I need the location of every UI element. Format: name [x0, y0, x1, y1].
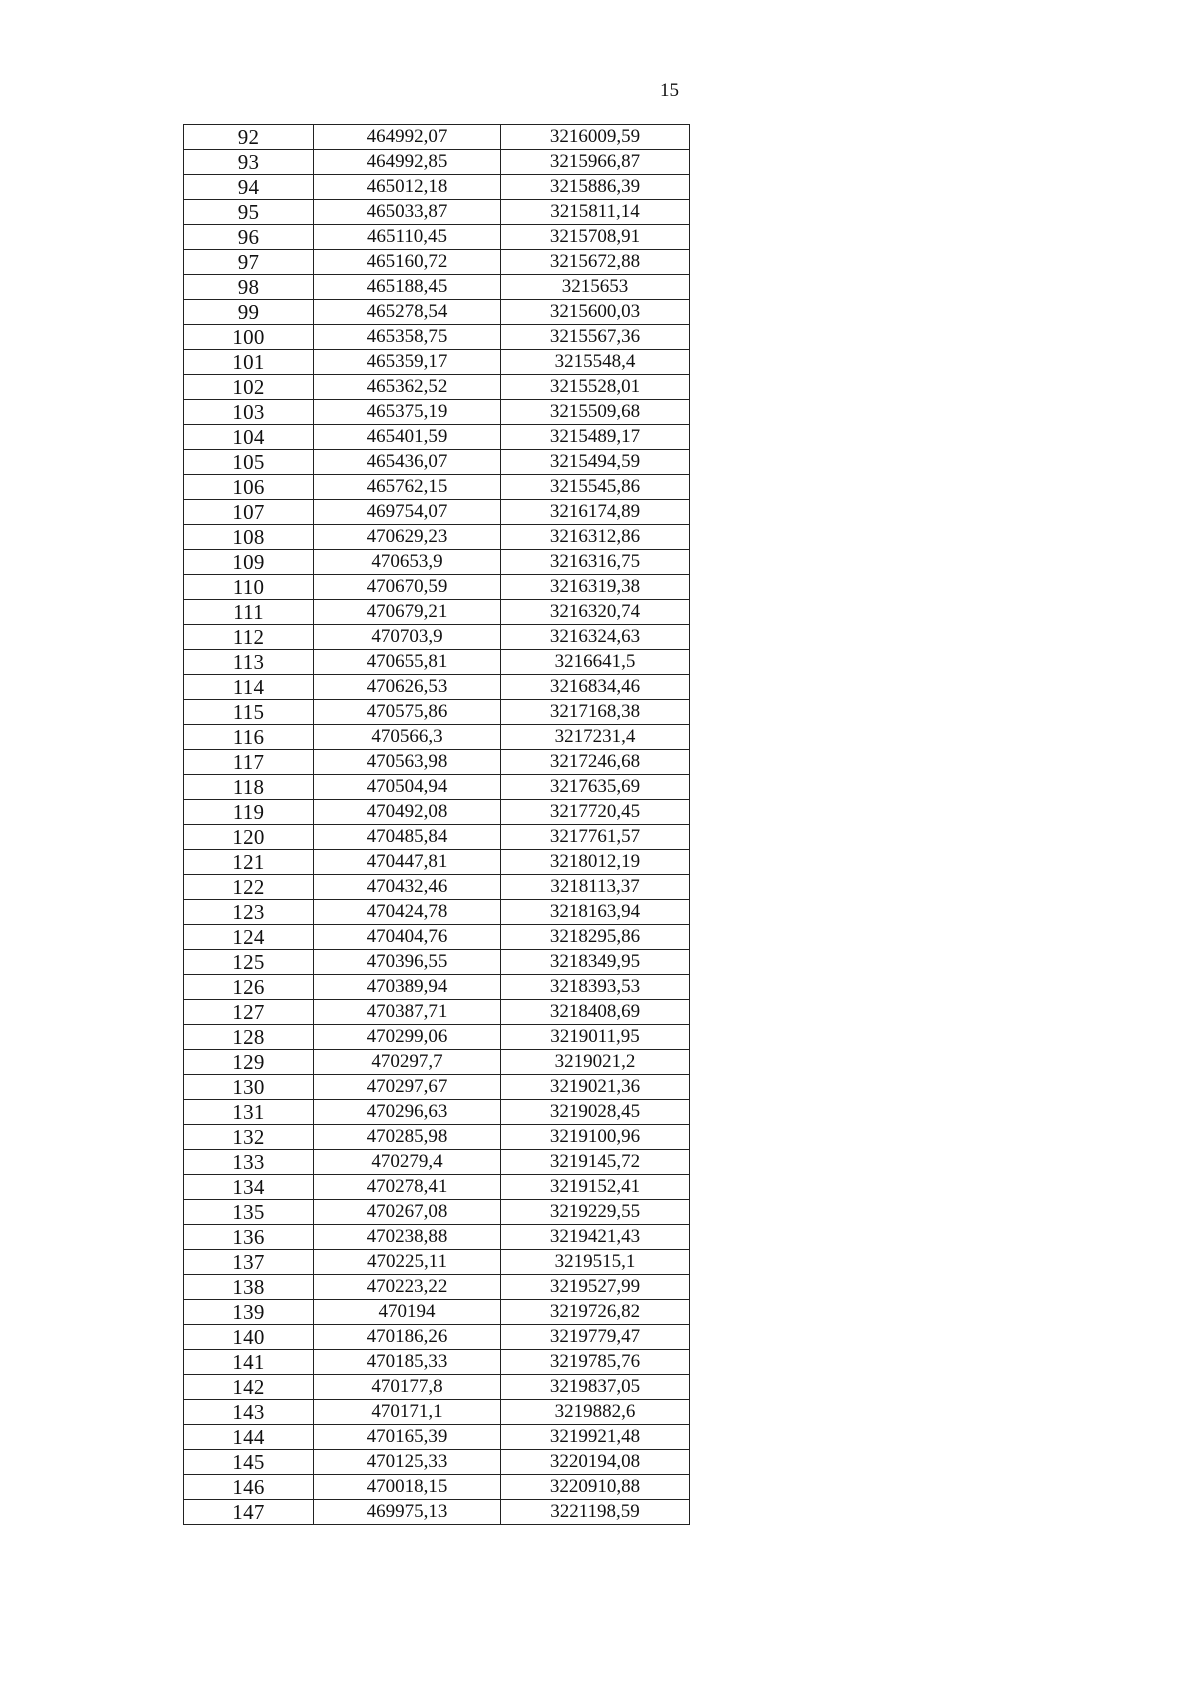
- y-coordinate-cell: 3216174,89: [501, 500, 690, 525]
- point-number-cell: 103: [184, 400, 314, 425]
- point-number-cell: 116: [184, 725, 314, 750]
- table-row: [184, 925, 690, 950]
- table-row: [184, 250, 690, 275]
- x-coordinate-cell: 470299,06: [314, 1025, 501, 1050]
- table-row: [184, 525, 690, 550]
- x-coordinate-cell: 470238,88: [314, 1225, 501, 1250]
- y-coordinate-cell: 3215708,91: [501, 225, 690, 250]
- point-number-cell: 107: [184, 500, 314, 525]
- y-coordinate-cell: 3218295,86: [501, 925, 690, 950]
- table-row: [184, 900, 690, 925]
- point-number-cell: 125: [184, 950, 314, 975]
- point-number-cell: 132: [184, 1125, 314, 1150]
- table-row: [184, 1000, 690, 1025]
- y-coordinate-cell: 3219229,55: [501, 1200, 690, 1225]
- y-coordinate-cell: 3220910,88: [501, 1475, 690, 1500]
- x-coordinate-cell: 469754,07: [314, 500, 501, 525]
- point-number-cell: 129: [184, 1050, 314, 1075]
- point-number-cell: 122: [184, 875, 314, 900]
- point-number-cell: 133: [184, 1150, 314, 1175]
- point-number-cell: 102: [184, 375, 314, 400]
- point-number-cell: 128: [184, 1025, 314, 1050]
- x-coordinate-cell: 470125,33: [314, 1450, 501, 1475]
- point-number-cell: 144: [184, 1425, 314, 1450]
- y-coordinate-cell: 3219726,82: [501, 1300, 690, 1325]
- table-row: [184, 1475, 690, 1500]
- point-number-cell: 114: [184, 675, 314, 700]
- y-coordinate-cell: 3216312,86: [501, 525, 690, 550]
- y-coordinate-cell: 3216319,38: [501, 575, 690, 600]
- point-number-cell: 106: [184, 475, 314, 500]
- y-coordinate-cell: 3219921,48: [501, 1425, 690, 1450]
- y-coordinate-cell: 3219527,99: [501, 1275, 690, 1300]
- x-coordinate-cell: 470655,81: [314, 650, 501, 675]
- x-coordinate-cell: 470670,59: [314, 575, 501, 600]
- page-number: 15: [660, 80, 679, 101]
- y-coordinate-cell: 3216641,5: [501, 650, 690, 675]
- point-number-cell: 140: [184, 1325, 314, 1350]
- y-coordinate-cell: 3217720,45: [501, 800, 690, 825]
- y-coordinate-cell: 3215672,88: [501, 250, 690, 275]
- table-row: [184, 1375, 690, 1400]
- table-row: [184, 200, 690, 225]
- x-coordinate-cell: 470389,94: [314, 975, 501, 1000]
- point-number-cell: 136: [184, 1225, 314, 1250]
- y-coordinate-cell: 3216324,63: [501, 625, 690, 650]
- table-row: [184, 575, 690, 600]
- point-number-cell: 111: [184, 600, 314, 625]
- table-row: [184, 1025, 690, 1050]
- table-row: [184, 500, 690, 525]
- y-coordinate-cell: 3219785,76: [501, 1350, 690, 1375]
- table-row: [184, 400, 690, 425]
- y-coordinate-cell: 3215567,36: [501, 325, 690, 350]
- table-row: [184, 300, 690, 325]
- x-coordinate-cell: 465362,52: [314, 375, 501, 400]
- point-number-cell: 139: [184, 1300, 314, 1325]
- point-number-cell: 112: [184, 625, 314, 650]
- x-coordinate-cell: 470626,53: [314, 675, 501, 700]
- point-number-cell: 134: [184, 1175, 314, 1200]
- point-number-cell: 124: [184, 925, 314, 950]
- table-row: [184, 375, 690, 400]
- x-coordinate-cell: 470396,55: [314, 950, 501, 975]
- point-number-cell: 138: [184, 1275, 314, 1300]
- y-coordinate-cell: 3221198,59: [501, 1500, 690, 1525]
- x-coordinate-cell: 470485,84: [314, 825, 501, 850]
- x-coordinate-cell: 470185,33: [314, 1350, 501, 1375]
- table-row: [184, 175, 690, 200]
- table-row: [184, 1325, 690, 1350]
- y-coordinate-cell: 3217761,57: [501, 825, 690, 850]
- point-number-cell: 131: [184, 1100, 314, 1125]
- table-row: [184, 625, 690, 650]
- point-number-cell: 96: [184, 225, 314, 250]
- x-coordinate-cell: 464992,85: [314, 150, 501, 175]
- x-coordinate-cell: 470018,15: [314, 1475, 501, 1500]
- y-coordinate-cell: 3217168,38: [501, 700, 690, 725]
- y-coordinate-cell: 3219837,05: [501, 1375, 690, 1400]
- table-row: [184, 350, 690, 375]
- y-coordinate-cell: 3216316,75: [501, 550, 690, 575]
- table-row: [184, 600, 690, 625]
- y-coordinate-cell: 3215494,59: [501, 450, 690, 475]
- x-coordinate-cell: 470165,39: [314, 1425, 501, 1450]
- table-row: [184, 1425, 690, 1450]
- point-number-cell: 100: [184, 325, 314, 350]
- table-row: [184, 1275, 690, 1300]
- table-row: [184, 150, 690, 175]
- x-coordinate-cell: 470296,63: [314, 1100, 501, 1125]
- table-row: [184, 700, 690, 725]
- y-coordinate-cell: 3215509,68: [501, 400, 690, 425]
- y-coordinate-cell: 3219152,41: [501, 1175, 690, 1200]
- table-row: [184, 975, 690, 1000]
- y-coordinate-cell: 3218349,95: [501, 950, 690, 975]
- point-number-cell: 101: [184, 350, 314, 375]
- y-coordinate-cell: 3219100,96: [501, 1125, 690, 1150]
- table-row: [184, 125, 690, 150]
- point-number-cell: 94: [184, 175, 314, 200]
- x-coordinate-cell: 464992,07: [314, 125, 501, 150]
- x-coordinate-cell: 470504,94: [314, 775, 501, 800]
- point-number-cell: 92: [184, 125, 314, 150]
- y-coordinate-cell: 3219421,43: [501, 1225, 690, 1250]
- point-number-cell: 121: [184, 850, 314, 875]
- x-coordinate-cell: 470563,98: [314, 750, 501, 775]
- point-number-cell: 143: [184, 1400, 314, 1425]
- y-coordinate-cell: 3219021,2: [501, 1050, 690, 1075]
- point-number-cell: 108: [184, 525, 314, 550]
- x-coordinate-cell: 470424,78: [314, 900, 501, 925]
- y-coordinate-cell: 3220194,08: [501, 1450, 690, 1475]
- point-number-cell: 97: [184, 250, 314, 275]
- table-row: [184, 1350, 690, 1375]
- x-coordinate-cell: 465375,19: [314, 400, 501, 425]
- y-coordinate-cell: 3219028,45: [501, 1100, 690, 1125]
- x-coordinate-cell: 470278,41: [314, 1175, 501, 1200]
- x-coordinate-cell: 470267,08: [314, 1200, 501, 1225]
- x-coordinate-cell: 465188,45: [314, 275, 501, 300]
- x-coordinate-cell: 470186,26: [314, 1325, 501, 1350]
- x-coordinate-cell: 465033,87: [314, 200, 501, 225]
- y-coordinate-cell: 3215548,4: [501, 350, 690, 375]
- table-row: [184, 950, 690, 975]
- x-coordinate-cell: 470177,8: [314, 1375, 501, 1400]
- x-coordinate-cell: 465436,07: [314, 450, 501, 475]
- y-coordinate-cell: 3217246,68: [501, 750, 690, 775]
- x-coordinate-cell: 469975,13: [314, 1500, 501, 1525]
- x-coordinate-cell: 465401,59: [314, 425, 501, 450]
- point-number-cell: 109: [184, 550, 314, 575]
- x-coordinate-cell: 470653,9: [314, 550, 501, 575]
- x-coordinate-cell: 465359,17: [314, 350, 501, 375]
- y-coordinate-cell: 3216320,74: [501, 600, 690, 625]
- y-coordinate-cell: 3219882,6: [501, 1400, 690, 1425]
- table-row: [184, 850, 690, 875]
- point-number-cell: 105: [184, 450, 314, 475]
- x-coordinate-cell: 470703,9: [314, 625, 501, 650]
- point-number-cell: 113: [184, 650, 314, 675]
- point-number-cell: 120: [184, 825, 314, 850]
- y-coordinate-cell: 3219779,47: [501, 1325, 690, 1350]
- point-number-cell: 98: [184, 275, 314, 300]
- y-coordinate-cell: 3219011,95: [501, 1025, 690, 1050]
- x-coordinate-cell: 470225,11: [314, 1250, 501, 1275]
- x-coordinate-cell: 470679,21: [314, 600, 501, 625]
- point-number-cell: 147: [184, 1500, 314, 1525]
- point-number-cell: 104: [184, 425, 314, 450]
- x-coordinate-cell: 465358,75: [314, 325, 501, 350]
- x-coordinate-cell: 470297,7: [314, 1050, 501, 1075]
- y-coordinate-cell: 3215653: [501, 275, 690, 300]
- y-coordinate-cell: 3218408,69: [501, 1000, 690, 1025]
- y-coordinate-cell: 3215811,14: [501, 200, 690, 225]
- table-row: [184, 650, 690, 675]
- table-row: [184, 475, 690, 500]
- table-row: [184, 725, 690, 750]
- y-coordinate-cell: 3219515,1: [501, 1250, 690, 1275]
- coordinates-table-body: [184, 125, 690, 1525]
- x-coordinate-cell: 465012,18: [314, 175, 501, 200]
- table-row: [184, 1175, 690, 1200]
- x-coordinate-cell: 470575,86: [314, 700, 501, 725]
- table-row: [184, 1100, 690, 1125]
- point-number-cell: 115: [184, 700, 314, 725]
- table-row: [184, 825, 690, 850]
- point-number-cell: 130: [184, 1075, 314, 1100]
- point-number-cell: 126: [184, 975, 314, 1000]
- point-number-cell: 145: [184, 1450, 314, 1475]
- y-coordinate-cell: 3215545,86: [501, 475, 690, 500]
- y-coordinate-cell: 3215489,17: [501, 425, 690, 450]
- x-coordinate-cell: 470566,3: [314, 725, 501, 750]
- table-row: [184, 425, 690, 450]
- x-coordinate-cell: 465278,54: [314, 300, 501, 325]
- y-coordinate-cell: 3216834,46: [501, 675, 690, 700]
- x-coordinate-cell: 470387,71: [314, 1000, 501, 1025]
- y-coordinate-cell: 3215886,39: [501, 175, 690, 200]
- table-row: [184, 775, 690, 800]
- table-row: [184, 1225, 690, 1250]
- point-number-cell: 110: [184, 575, 314, 600]
- point-number-cell: 99: [184, 300, 314, 325]
- y-coordinate-cell: 3215966,87: [501, 150, 690, 175]
- table-row: [184, 1450, 690, 1475]
- x-coordinate-cell: 465160,72: [314, 250, 501, 275]
- point-number-cell: 141: [184, 1350, 314, 1375]
- y-coordinate-cell: 3217231,4: [501, 725, 690, 750]
- table-row: [184, 1400, 690, 1425]
- point-number-cell: 137: [184, 1250, 314, 1275]
- table-row: [184, 1500, 690, 1525]
- table-row: [184, 325, 690, 350]
- point-number-cell: 123: [184, 900, 314, 925]
- point-number-cell: 142: [184, 1375, 314, 1400]
- x-coordinate-cell: 470447,81: [314, 850, 501, 875]
- x-coordinate-cell: 465762,15: [314, 475, 501, 500]
- table-row: [184, 450, 690, 475]
- table-row: [184, 1250, 690, 1275]
- y-coordinate-cell: 3216009,59: [501, 125, 690, 150]
- point-number-cell: 95: [184, 200, 314, 225]
- table-row: [184, 675, 690, 700]
- table-row: [184, 875, 690, 900]
- table-row: [184, 275, 690, 300]
- y-coordinate-cell: 3218393,53: [501, 975, 690, 1000]
- point-number-cell: 93: [184, 150, 314, 175]
- y-coordinate-cell: 3219021,36: [501, 1075, 690, 1100]
- table-row: [184, 550, 690, 575]
- table-row: [184, 1075, 690, 1100]
- point-number-cell: 117: [184, 750, 314, 775]
- table-row: [184, 1125, 690, 1150]
- x-coordinate-cell: 470285,98: [314, 1125, 501, 1150]
- table-row: [184, 1150, 690, 1175]
- y-coordinate-cell: 3218012,19: [501, 850, 690, 875]
- y-coordinate-cell: 3215528,01: [501, 375, 690, 400]
- x-coordinate-cell: 470171,1: [314, 1400, 501, 1425]
- x-coordinate-cell: 465110,45: [314, 225, 501, 250]
- table-row: [184, 800, 690, 825]
- y-coordinate-cell: 3218163,94: [501, 900, 690, 925]
- table-row: [184, 1300, 690, 1325]
- y-coordinate-cell: 3219145,72: [501, 1150, 690, 1175]
- x-coordinate-cell: 470492,08: [314, 800, 501, 825]
- table-row: [184, 225, 690, 250]
- x-coordinate-cell: 470194: [314, 1300, 501, 1325]
- x-coordinate-cell: 470404,76: [314, 925, 501, 950]
- point-number-cell: 127: [184, 1000, 314, 1025]
- coordinates-table: [183, 124, 690, 1525]
- point-number-cell: 135: [184, 1200, 314, 1225]
- x-coordinate-cell: 470279,4: [314, 1150, 501, 1175]
- table-row: [184, 1200, 690, 1225]
- point-number-cell: 146: [184, 1475, 314, 1500]
- y-coordinate-cell: 3215600,03: [501, 300, 690, 325]
- table-row: [184, 750, 690, 775]
- y-coordinate-cell: 3217635,69: [501, 775, 690, 800]
- y-coordinate-cell: 3218113,37: [501, 875, 690, 900]
- x-coordinate-cell: 470297,67: [314, 1075, 501, 1100]
- point-number-cell: 118: [184, 775, 314, 800]
- x-coordinate-cell: 470432,46: [314, 875, 501, 900]
- x-coordinate-cell: 470629,23: [314, 525, 501, 550]
- table-row: [184, 1050, 690, 1075]
- x-coordinate-cell: 470223,22: [314, 1275, 501, 1300]
- point-number-cell: 119: [184, 800, 314, 825]
